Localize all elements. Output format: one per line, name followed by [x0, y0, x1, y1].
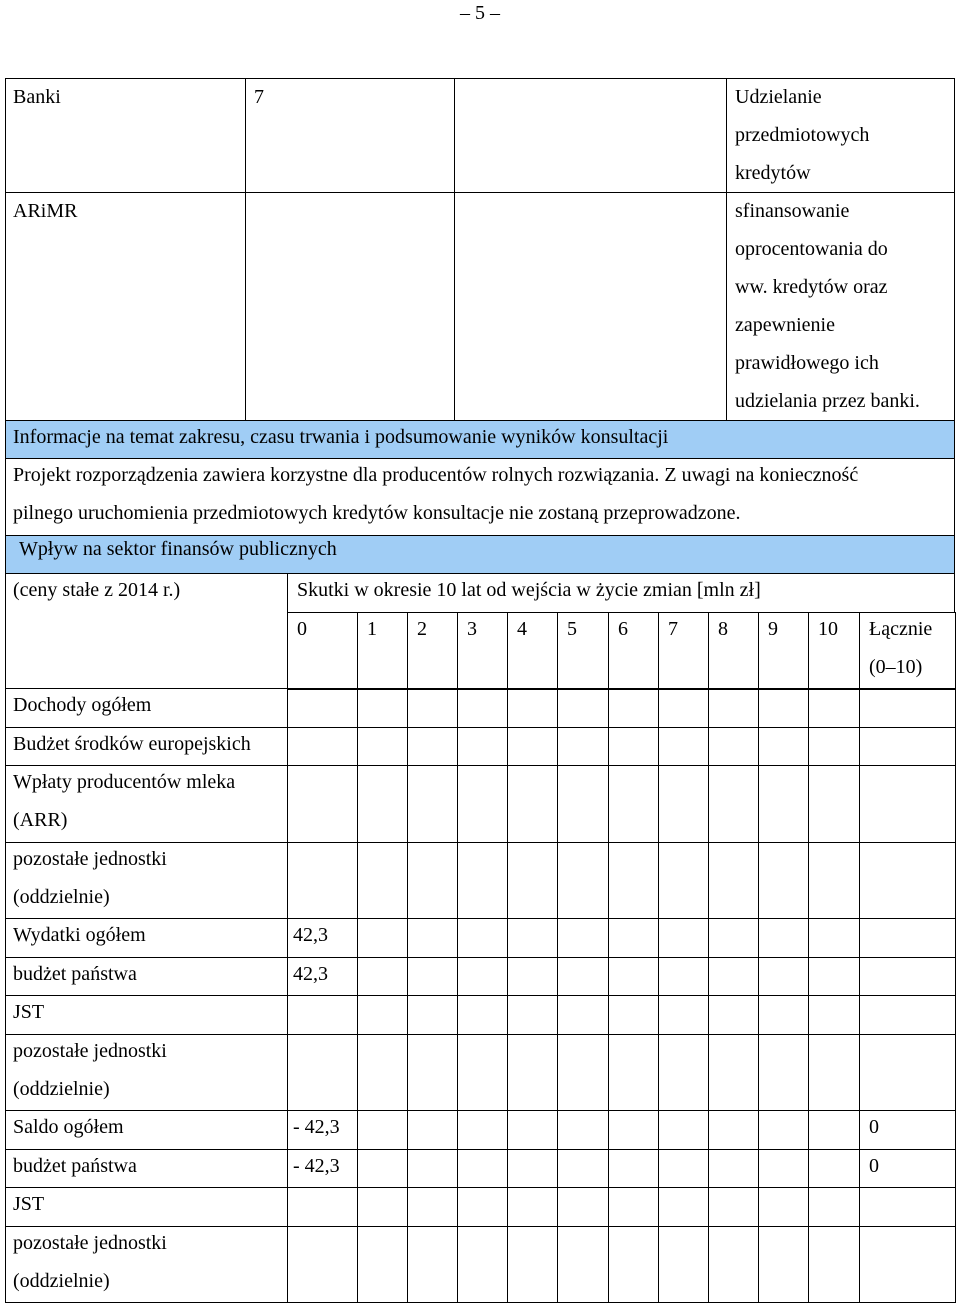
- total-header-line: (0–10): [869, 656, 923, 678]
- impact-value-cell: [407, 1110, 458, 1150]
- consultations-line: Projekt rozporządzenia zawiera korzystne dla producentów rolnych rozwiązania. Z uwagi na konieczność: [13, 464, 859, 486]
- impact-value-cell: [808, 918, 860, 958]
- impact-value-cell: [357, 1187, 408, 1227]
- impact-row-label: [13, 955, 137, 993]
- impact-value-cell: [758, 1187, 809, 1227]
- impact-value-cell: [557, 1110, 609, 1150]
- total-header-label: [869, 610, 932, 686]
- impact-value-cell: [708, 1226, 759, 1303]
- impact-line: zapewnienie: [735, 314, 835, 336]
- impact-value-cell: [758, 1226, 809, 1303]
- impact-row-label: [13, 1108, 124, 1146]
- stakeholder-impact-text: [735, 192, 920, 420]
- impact-value-cell: [557, 1149, 609, 1188]
- impact-row-label-line: Dochody ogółem: [13, 694, 152, 716]
- impact-value-cell: [457, 1034, 508, 1111]
- impact-row-label: [13, 725, 251, 763]
- impact-value-cell: [457, 1110, 508, 1150]
- impact-value-cell: [457, 957, 508, 996]
- stakeholder-data-source-cell: [454, 78, 727, 193]
- impact-row-label-cell: [5, 1149, 288, 1188]
- impact-value-cell: [758, 727, 809, 766]
- impact-value-cell: [287, 995, 358, 1035]
- impact-value-cell: [507, 957, 558, 996]
- impact-row-label-cell: [5, 688, 288, 728]
- impact-value-cell: [287, 918, 358, 958]
- year-header-cell: [708, 612, 759, 690]
- impact-row-label: [13, 993, 44, 1031]
- impact-value-cell: [407, 842, 458, 919]
- impact-value-cell: [507, 842, 558, 919]
- impact-value-cell: [608, 957, 659, 996]
- impact-value-cell: [859, 688, 956, 728]
- impact-value-cell: [457, 1149, 508, 1188]
- stakeholder-name-cell: [5, 192, 246, 421]
- impact-value-cell: [758, 1034, 809, 1111]
- impact-value-cell: [708, 1110, 759, 1150]
- stakeholder-name-cell: [5, 78, 246, 193]
- impact-value-cell: [407, 1226, 458, 1303]
- impact-row-label-cell: [5, 1226, 288, 1303]
- impact-value-cell: [507, 1110, 558, 1150]
- impact-value-cell: [457, 688, 508, 728]
- prices-label: (ceny stałe z 2014 r.): [13, 579, 181, 601]
- impact-value-cell: [658, 1110, 709, 1150]
- effects-label-cell: [287, 573, 955, 613]
- year-label: 0: [297, 618, 307, 640]
- year-header-cell: [557, 612, 609, 690]
- impact-row-label-line: (oddzielnie): [13, 1270, 110, 1292]
- impact-row-label: [13, 840, 167, 916]
- impact-value-year-0: 42,3: [293, 924, 328, 946]
- consultations-line: pilnego uruchomienia przedmiotowych kredytów konsultacje nie zostaną przeprowadzone.: [13, 502, 741, 524]
- impact-value-cell: [457, 1226, 508, 1303]
- impact-value-cell: [287, 957, 358, 996]
- impact-value-cell: [507, 688, 558, 728]
- impact-row-label-line: (ARR): [13, 809, 68, 831]
- impact-value-cell: [557, 688, 609, 728]
- impact-value-cell: [608, 1187, 659, 1227]
- year-label: 1: [367, 618, 377, 640]
- impact-value-cell: [557, 727, 609, 766]
- impact-value-cell: [407, 1034, 458, 1111]
- impact-row-label-line: (oddzielnie): [13, 886, 110, 908]
- impact-row-label-cell: [5, 727, 288, 766]
- impact-value-cell: [407, 1149, 458, 1188]
- impact-row-label: [13, 763, 235, 839]
- impact-line: ww. kredytów oraz: [735, 276, 888, 298]
- year-label: 10: [818, 618, 838, 640]
- impact-row-label-line: Wpłaty producentów mleka: [13, 771, 236, 793]
- year-header-cell: [357, 612, 408, 690]
- impact-row-label-line: Budżet środków europejskich: [13, 733, 251, 755]
- impact-value-cell: [287, 1226, 358, 1303]
- impact-value-cell: [859, 918, 956, 958]
- impact-value-cell: [457, 1187, 508, 1227]
- stakeholder-count-cell: [245, 192, 455, 421]
- impact-value-cell: [357, 918, 408, 958]
- impact-value-cell: [808, 727, 860, 766]
- impact-value-cell: [557, 1034, 609, 1111]
- impact-value-year-0: - 42,3: [293, 1116, 340, 1138]
- total-header-line: Łącznie: [869, 618, 933, 640]
- impact-value-cell: [658, 995, 709, 1035]
- impact-value-cell: [507, 727, 558, 766]
- impact-row-label: [13, 1185, 44, 1223]
- impact-row-label-line: Saldo ogółem: [13, 1116, 124, 1138]
- impact-value-cell: [808, 688, 860, 728]
- year-header-cell: [658, 612, 709, 690]
- impact-value-cell: [859, 1110, 956, 1150]
- impact-value-cell: [357, 995, 408, 1035]
- prices-label-cell: [5, 573, 288, 689]
- year-header-cell: [457, 612, 508, 690]
- impact-value-cell: [608, 688, 659, 728]
- consultations-header-text: Informacje na temat zakresu, czasu trwania i podsumowanie wyników konsultacji: [13, 426, 669, 448]
- impact-value-cell: [608, 842, 659, 919]
- year-label: 6: [618, 618, 628, 640]
- impact-value-cell: [357, 688, 408, 728]
- impact-value-cell: [758, 957, 809, 996]
- impact-value-cell: [608, 1149, 659, 1188]
- impact-value-cell: [658, 765, 709, 843]
- year-header-cell: [507, 612, 558, 690]
- impact-row-label-line: budżet państwa: [13, 1155, 137, 1177]
- impact-value-cell: [287, 1110, 358, 1150]
- impact-value-cell: [708, 842, 759, 919]
- impact-value-cell: [407, 727, 458, 766]
- impact-value-total: 0: [869, 1116, 879, 1138]
- year-header-cell: [407, 612, 458, 690]
- impact-row-label-cell: [5, 918, 288, 958]
- impact-row-label-line: pozostałe jednostki: [13, 1232, 167, 1254]
- impact-value-cell: [708, 957, 759, 996]
- year-header-cell: [608, 612, 659, 690]
- impact-value-cell: [859, 727, 956, 766]
- impact-header-text: Wpływ na sektor finansów publicznych: [19, 538, 337, 560]
- impact-row-label-cell: [5, 957, 288, 996]
- impact-value-cell: [859, 1034, 956, 1111]
- impact-row-label-cell: [5, 765, 288, 843]
- impact-value-cell: [608, 1034, 659, 1111]
- impact-value-cell: [287, 842, 358, 919]
- impact-value-cell: [507, 918, 558, 958]
- impact-value-cell: [557, 995, 609, 1035]
- impact-value-cell: [708, 918, 759, 958]
- year-label: 9: [768, 618, 778, 640]
- year-label: 3: [467, 618, 477, 640]
- impact-value-cell: [357, 727, 408, 766]
- impact-row-label: [13, 1032, 167, 1108]
- impact-value-cell: [708, 688, 759, 728]
- impact-value-cell: [859, 765, 956, 843]
- impact-value-cell: [357, 765, 408, 843]
- page-number: – 5 –: [460, 2, 500, 24]
- impact-row-label-line: pozostałe jednostki: [13, 1040, 167, 1062]
- impact-row-label-line: pozostałe jednostki: [13, 848, 167, 870]
- impact-value-cell: [859, 1149, 956, 1188]
- impact-value-cell: [457, 918, 508, 958]
- impact-row-label-line: (oddzielnie): [13, 1078, 110, 1100]
- impact-line: Udzielanie: [735, 86, 822, 108]
- stakeholder-impact-cell: [726, 192, 955, 421]
- impact-value-cell: [708, 727, 759, 766]
- impact-value-cell: [758, 918, 809, 958]
- impact-row-label: [13, 1224, 167, 1300]
- impact-row-label: [13, 916, 146, 954]
- impact-value-cell: [708, 765, 759, 843]
- impact-value-cell: [357, 1034, 408, 1111]
- total-header-cell: [859, 612, 956, 690]
- impact-value-cell: [557, 1226, 609, 1303]
- consultations-header: [5, 420, 955, 459]
- impact-value-total: 0: [869, 1155, 879, 1177]
- impact-value-cell: [658, 688, 709, 728]
- stakeholder-impact-cell: [726, 78, 955, 193]
- impact-row-label-cell: [5, 1187, 288, 1227]
- impact-value-cell: [608, 918, 659, 958]
- year-header-cell: [287, 612, 358, 690]
- impact-line: prawidłowego ich: [735, 352, 879, 374]
- impact-value-cell: [758, 842, 809, 919]
- impact-value-cell: [708, 1187, 759, 1227]
- impact-value-year-0: - 42,3: [293, 1155, 340, 1177]
- stakeholder-impact-text: [735, 78, 869, 192]
- impact-value-cell: [557, 918, 609, 958]
- impact-value-cell: [808, 1034, 860, 1111]
- impact-row-label: [13, 1147, 137, 1185]
- impact-value-cell: [357, 842, 408, 919]
- impact-value-cell: [507, 765, 558, 843]
- impact-line: sfinansowanie: [735, 200, 850, 222]
- impact-value-cell: [357, 957, 408, 996]
- impact-value-cell: [608, 765, 659, 843]
- impact-value-cell: [758, 765, 809, 843]
- impact-value-cell: [287, 727, 358, 766]
- impact-value-cell: [457, 842, 508, 919]
- stakeholder-count-cell: [245, 78, 455, 193]
- year-header-cell: [758, 612, 809, 690]
- year-label: 4: [517, 618, 527, 640]
- consultations-body: [5, 458, 955, 536]
- impact-value-cell: [708, 1034, 759, 1111]
- impact-value-cell: [859, 1187, 956, 1227]
- stakeholder-name: ARiMR: [13, 200, 78, 222]
- impact-row-label-line: JST: [13, 1001, 45, 1023]
- impact-value-cell: [758, 688, 809, 728]
- impact-value-cell: [507, 1226, 558, 1303]
- impact-value-cell: [457, 727, 508, 766]
- impact-value-cell: [557, 765, 609, 843]
- impact-value-cell: [808, 1187, 860, 1227]
- impact-value-cell: [507, 1187, 558, 1227]
- year-label: 7: [668, 618, 678, 640]
- impact-row-label-cell: [5, 842, 288, 919]
- impact-header: [5, 535, 955, 574]
- impact-value-cell: [507, 995, 558, 1035]
- impact-value-cell: [608, 995, 659, 1035]
- impact-value-cell: [557, 842, 609, 919]
- impact-row-label: [13, 686, 151, 724]
- impact-value-cell: [658, 727, 709, 766]
- impact-row-label-line: Wydatki ogółem: [13, 924, 146, 946]
- impact-value-cell: [287, 1149, 358, 1188]
- impact-value-cell: [608, 1226, 659, 1303]
- impact-value-cell: [357, 1149, 408, 1188]
- impact-line: kredytów: [735, 162, 811, 184]
- year-label: 2: [417, 618, 427, 640]
- impact-value-cell: [407, 765, 458, 843]
- impact-value-cell: [808, 957, 860, 996]
- impact-row-label-line: JST: [13, 1193, 45, 1215]
- impact-value-cell: [608, 727, 659, 766]
- impact-row-label-cell: [5, 1034, 288, 1111]
- impact-value-cell: [758, 1110, 809, 1150]
- impact-line: udzielania przez banki.: [735, 390, 920, 412]
- impact-value-cell: [287, 1034, 358, 1111]
- impact-row-label-line: budżet państwa: [13, 963, 137, 985]
- year-label: 5: [567, 618, 577, 640]
- stakeholder-name: Banki: [13, 86, 61, 108]
- impact-value-cell: [457, 995, 508, 1035]
- impact-value-cell: [507, 1034, 558, 1111]
- impact-value-cell: [357, 1110, 408, 1150]
- stakeholder-data-source-cell: [454, 192, 727, 421]
- impact-line: przedmiotowych: [735, 124, 870, 146]
- impact-value-cell: [357, 1226, 408, 1303]
- impact-value-cell: [407, 1187, 458, 1227]
- impact-value-cell: [407, 957, 458, 996]
- impact-value-cell: [507, 1149, 558, 1188]
- impact-value-cell: [557, 957, 609, 996]
- impact-line: oprocentowania do: [735, 238, 888, 260]
- impact-value-cell: [859, 957, 956, 996]
- year-label: 8: [718, 618, 728, 640]
- impact-value-cell: [808, 842, 860, 919]
- impact-value-cell: [808, 765, 860, 843]
- impact-row-label-cell: [5, 1110, 288, 1150]
- impact-value-cell: [658, 1034, 709, 1111]
- impact-value-year-0: 42,3: [293, 963, 328, 985]
- impact-value-cell: [859, 1226, 956, 1303]
- impact-value-cell: [608, 1110, 659, 1150]
- effects-label: Skutki w okresie 10 lat od wejścia w życie zmian [mln zł]: [297, 579, 761, 601]
- impact-value-cell: [407, 688, 458, 728]
- impact-value-cell: [658, 957, 709, 996]
- stakeholder-count: 7: [254, 86, 264, 108]
- impact-row-label-cell: [5, 995, 288, 1035]
- impact-value-cell: [758, 995, 809, 1035]
- impact-value-cell: [859, 842, 956, 919]
- year-header-cell: [808, 612, 860, 690]
- consultations-text: [13, 456, 858, 532]
- impact-value-cell: [808, 1110, 860, 1150]
- impact-value-cell: [658, 918, 709, 958]
- impact-value-cell: [859, 995, 956, 1035]
- impact-value-cell: [708, 995, 759, 1035]
- impact-value-cell: [457, 765, 508, 843]
- impact-value-cell: [708, 1149, 759, 1188]
- impact-value-cell: [658, 842, 709, 919]
- impact-value-cell: [808, 995, 860, 1035]
- impact-value-cell: [287, 688, 358, 728]
- impact-value-cell: [758, 1149, 809, 1188]
- impact-value-cell: [658, 1226, 709, 1303]
- impact-value-cell: [808, 1149, 860, 1188]
- impact-value-cell: [407, 995, 458, 1035]
- impact-value-cell: [658, 1187, 709, 1227]
- impact-value-cell: [287, 1187, 358, 1227]
- impact-value-cell: [407, 918, 458, 958]
- impact-value-cell: [808, 1226, 860, 1303]
- impact-value-cell: [557, 1187, 609, 1227]
- impact-value-cell: [287, 765, 358, 843]
- impact-value-cell: [658, 1149, 709, 1188]
